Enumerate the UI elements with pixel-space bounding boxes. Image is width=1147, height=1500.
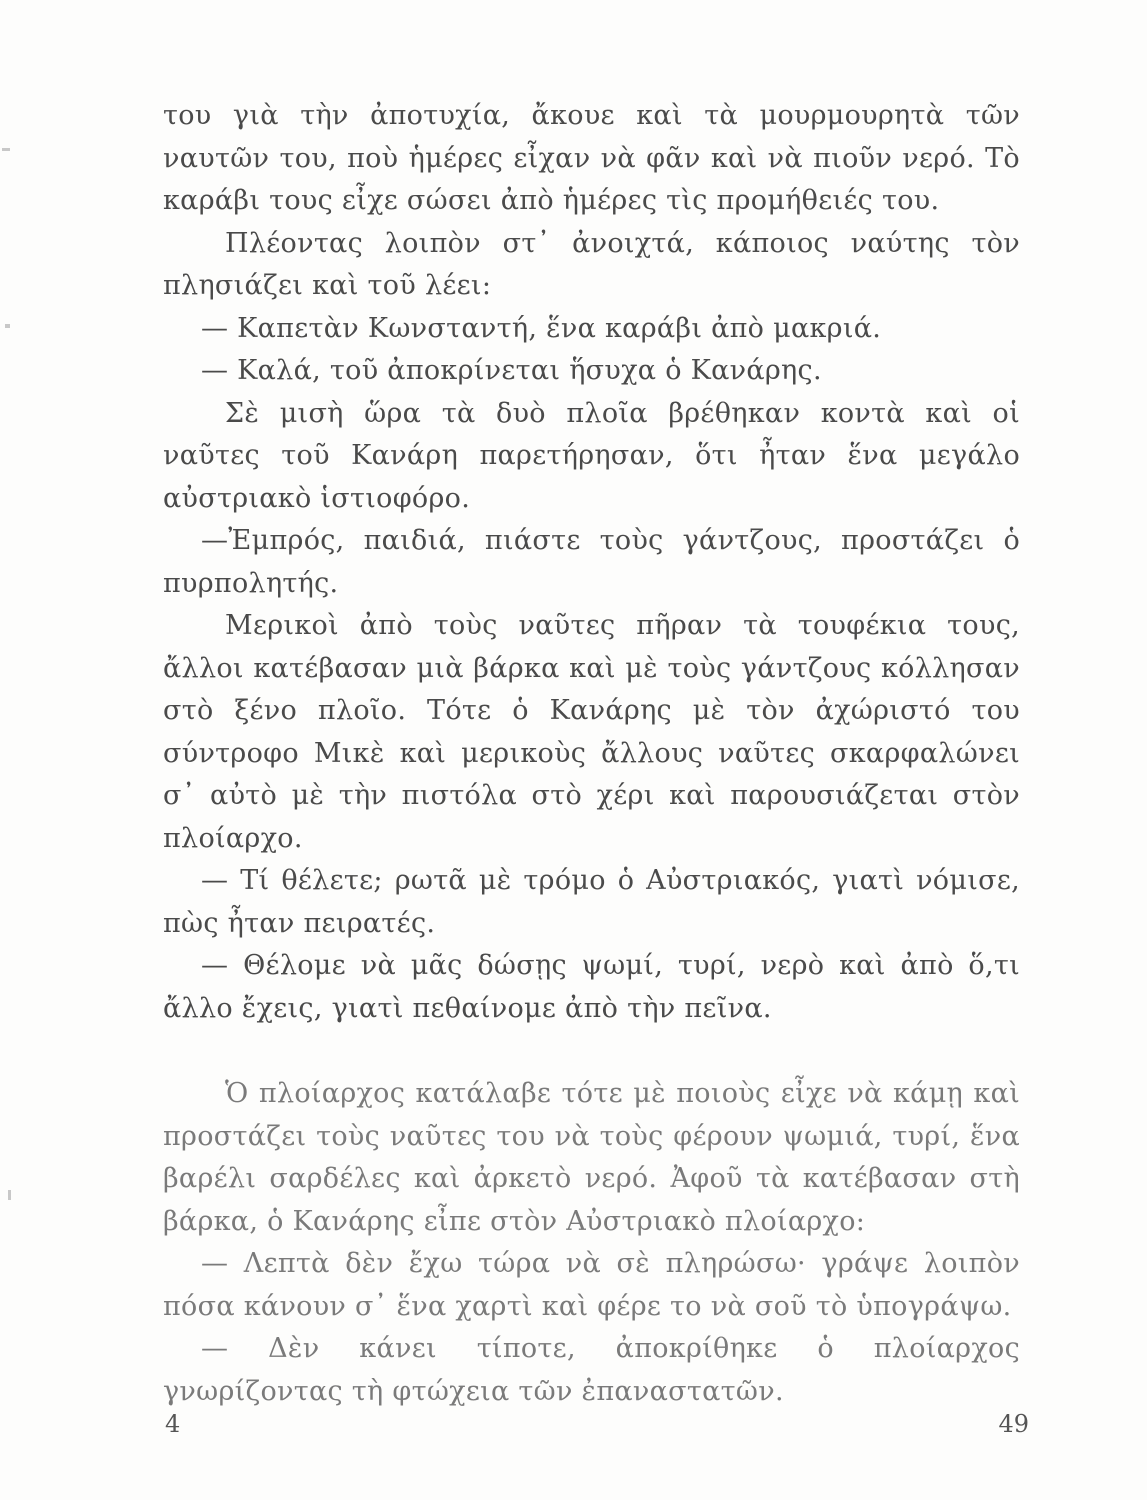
page-number: 49 [998,1410,1029,1438]
signature-mark: 4 [165,1410,181,1438]
dialogue-line: — Τί θέλετε; ρωτᾶ μὲ τρόμο ὁ Αὐστριακός, γιατὶ νόμισε, πὼς ἦταν πειρατές. [163,865,1020,939]
scan-speck [5,324,10,328]
paragraph: Μερικοὶ ἀπὸ τοὺς ναῦτες πῆραν τὰ τουφέκια τους, ἄλλοι κατέβασαν μιὰ βάρκα καὶ μὲ τοὺς γάντζους κόλλησαν στὸ ξένο πλοῖο. Τότε ὁ Κανάρης μὲ τὸν ἀχώριστό του σύντροφο Μικὲ καὶ μερικοὺς ἄλλους ναῦτες σκαρφαλώνει σ᾽ αὐτὸ μὲ τὴν πιστόλα στὸ χέρι καὶ παρουσιάζεται στὸν πλοίαρχο. [163,610,1020,854]
scan-speck [2,148,10,151]
paragraph: του γιὰ τὴν ἀποτυχία, ἄκουε καὶ τὰ μουρμουρητὰ τῶν ναυτῶν του, ποὺ ἡμέρες εἶχαν νὰ φᾶν καὶ νὰ πιοῦν νερό. Τὸ καράβι τους εἶχε σώσει ἀπὸ ἡμέρες τὶς προμήθειές του. [163,100,1020,216]
paragraph: Σὲ μισὴ ὥρα τὰ δυὸ πλοῖα βρέθηκαν κοντὰ καὶ οἱ ναῦτες τοῦ Κανάρη παρετήρησαν, ὅτι ἦταν ἕνα μεγάλο αὐστριακὸ ἱστιοφόρο. [163,397,1020,514]
dialogue-line: — Θέλομε νὰ μᾶς δώσῃς ψωμί, τυρί, νερὸ καὶ ἀπὸ ὅ,τι ἄλλο ἔχεις, γιατὶ πεθαίνομε ἀπὸ τὴν πεῖνα. [163,950,1020,1024]
dialogue-line: —Ἐμπρός, παιδιά, πιάστε τοὺς γάντζους, προστάζει ὁ πυρπολητής. [163,525,1020,599]
dialogue-line: — Καλά, τοῦ ἀποκρίνεται ἥσυχα ὁ Κανάρης. [201,355,822,386]
body-text [163,95,1020,1413]
dialogue-line: — Λεπτὰ δὲν ἔχω τώρα νὰ σὲ πληρώσω· γράψε λοιπὸν πόσα κάνουν σ᾽ ἕνα χαρτὶ καὶ φέρε το νὰ σοῦ τὸ ὑπογράψω. [163,1248,1020,1322]
paragraph: Πλέοντας λοιπὸν στ᾽ ἀνοιχτά, κάποιος ναύτης τὸν πλησιάζει καὶ τοῦ λέει: [163,227,1020,301]
dialogue-line: — Δὲν κάνει τίποτε, ἀποκρίθηκε ὁ πλοίαρχος γνωρίζοντας τὴ φτώχεια τῶν ἐπαναστατῶν. [163,1333,1020,1407]
scan-speck [8,1190,11,1200]
section-gap [163,1030,1020,1073]
dialogue-line: — Καπετὰν Κωνσταντή, ἕνα καράβι ἀπὸ μακριά. [201,312,882,344]
paragraph: Ὁ πλοίαρχος κατάλαβε τότε μὲ ποιοὺς εἶχε νὰ κάμῃ καὶ προστάζει τοὺς ναῦτες του νὰ τοὺς φέρουν ψωμιά, τυρί, ἕνα βαρέλι σαρδέλες καὶ ἀρκετὸ νερό. Ἀφοῦ τὰ κατέβασαν στὴ βάρκα, ὁ Κανάρης εἶπε στὸν Αὐστριακὸ πλοίαρχο: [163,1078,1020,1237]
